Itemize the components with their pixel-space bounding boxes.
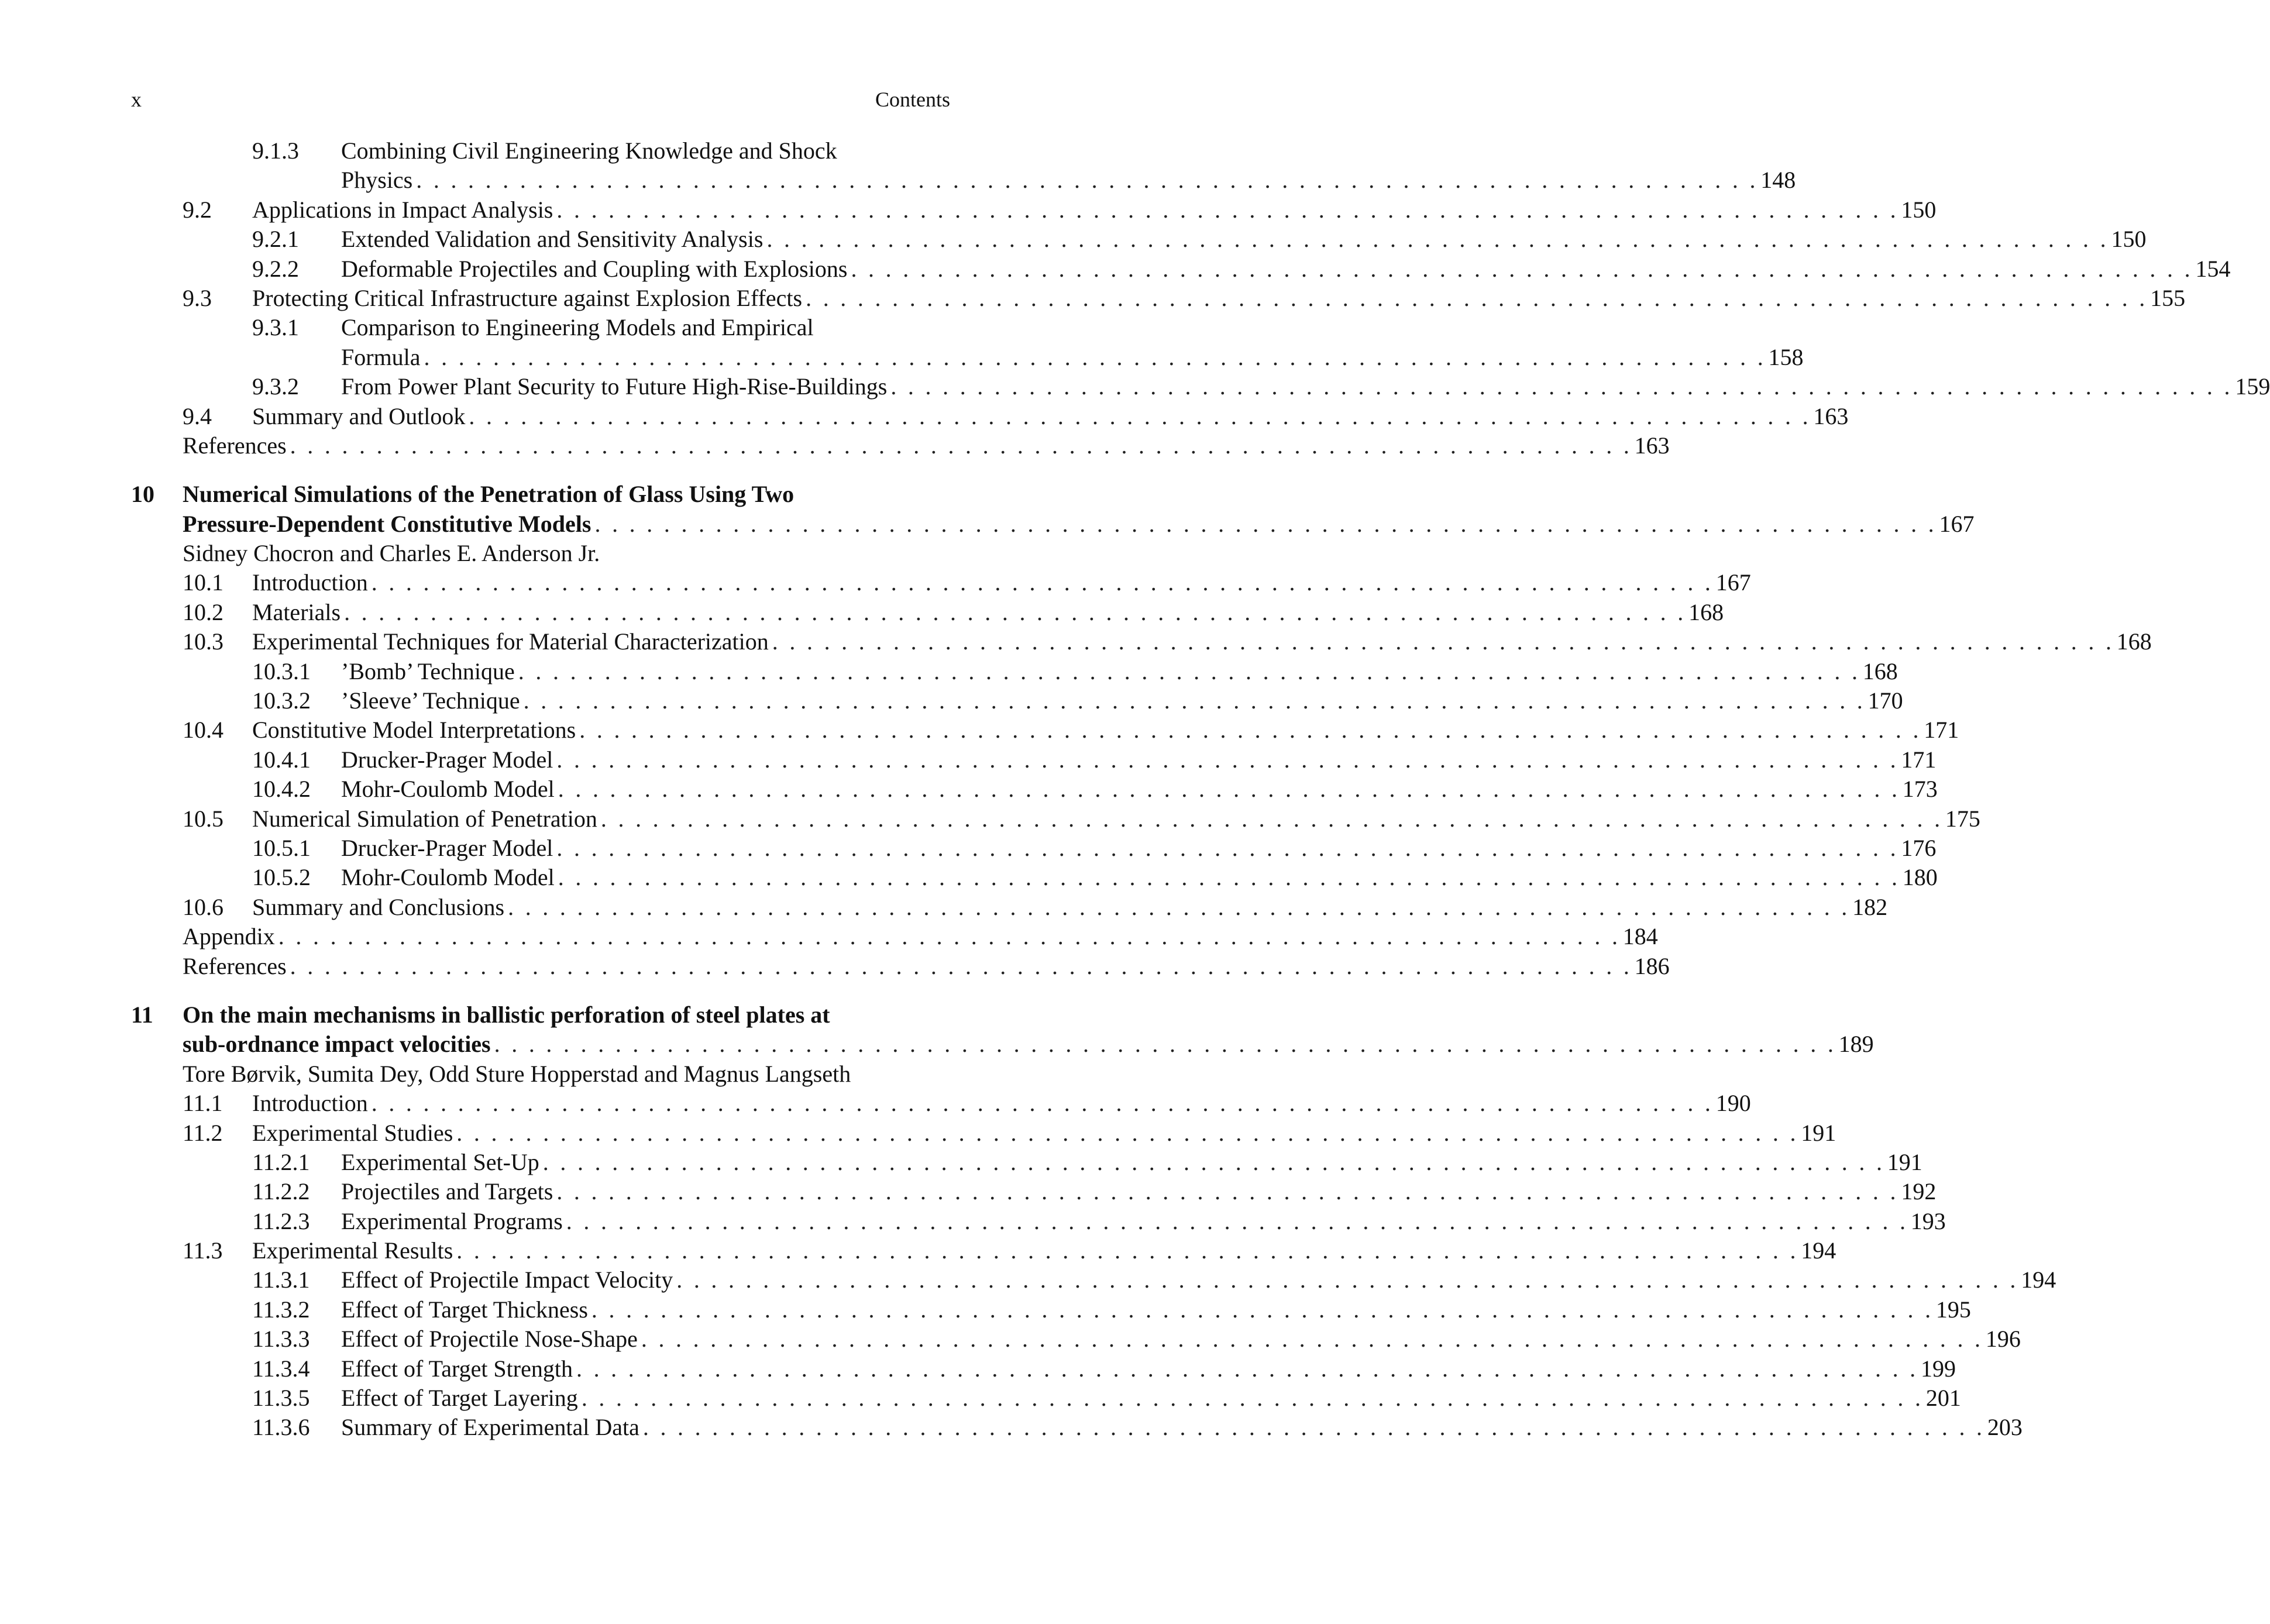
toc-entry-page[interactable]: 189 (1838, 1031, 1874, 1058)
toc-entry-number: 9.2.2 (252, 255, 299, 282)
dot-leader: . . . . . . . . . . . . . . . . . . . . . . . . . . . . . . . . . . . . . . . . . . . . . . . . . . . . . . . . . . . . . . . . . . . . . . . . . . . . . . (581, 1385, 1924, 1412)
dot-leader: . . . . . . . . . . . . . . . . . . . . . . . . . . . . . . . . . . . . . . . . . . . . . . . . . . . . . . . . . . . . . . . . . . . . . . . . . . . . . . (676, 1267, 2019, 1293)
toc-entry-page[interactable]: 184 (1622, 923, 1658, 950)
toc-entry-subcont (131, 343, 1804, 372)
dot-leader: . . . . . . . . . . . . . . . . . . . . . . . . . . . . . . . . . . . . . . . . . . . . . . . . . . . . . . . . . . . . . . . . . . . . . . . . . . . . . . (518, 658, 1860, 684)
toc-entry-page[interactable]: 163 (1634, 432, 1670, 459)
toc-entry-sub (131, 745, 1937, 775)
chapter-authors: Sidney Chocron and Charles E. Anderson Jr. (183, 540, 600, 567)
toc-entry-number: 11.3.4 (252, 1355, 310, 1382)
toc-entry-page[interactable]: 150 (1901, 196, 1937, 223)
toc-entry-page[interactable]: 186 (1634, 952, 1670, 979)
toc-entry-number: 10.4.2 (252, 776, 311, 803)
toc-entry-sec (131, 1119, 1836, 1148)
toc-entry-sub (131, 1295, 1971, 1324)
toc-entry-number: 11.3.3 (252, 1326, 310, 1353)
toc-entry-title[interactable]: Drucker-Prager Model (341, 834, 556, 863)
toc-entry-number: 11.2.3 (252, 1207, 310, 1234)
toc-entry-sub (131, 834, 1937, 863)
toc-entry-title[interactable]: Projectiles and Targets (341, 1177, 556, 1206)
toc-entry-title[interactable]: Comparison to Engineering Models and Empirical (341, 314, 814, 341)
dot-leader: . . . . . . . . . . . . . . . . . . . . . . . . . . . . . . . . . . . . . . . . . . . . . . . . . . . . . . . . . . . . . . . . . . . . . . . . . . . . . . (456, 1237, 1799, 1264)
dot-leader: . . . . . . . . . . . . . . . . . . . . . . . . . . . . . . . . . . . . . . . . . . . . . . . . . . . . . . . . . . . . . . . . . . . . . . . . . . . . . . (508, 893, 1851, 920)
toc-entry-sub (131, 313, 950, 342)
toc-entry-number: 11 (131, 1001, 153, 1028)
toc-entry-sec (131, 804, 1980, 834)
toc-entry-title[interactable]: Deformable Projectiles and Coupling with Explosions (341, 254, 851, 284)
toc-entry-number: 11.2.2 (252, 1178, 310, 1205)
toc-entry-authors (131, 1059, 950, 1089)
toc-entry-title[interactable]: On the main mechanisms in ballistic perforation of steel plates at (183, 1001, 830, 1028)
dot-leader: . . . . . . . . . . . . . . . . . . . . . . . . . . . . . . . . . . . . . . . . . . . . . . . . . . . . . . . . . . . . . . . . . . . . . . . . . . . . . . (766, 226, 2109, 253)
toc-entry-subcont (131, 166, 1796, 195)
toc-entry-title[interactable]: Formula (341, 343, 424, 372)
toc-entry-page[interactable]: 203 (1987, 1414, 2023, 1441)
toc-entry-page[interactable]: 167 (1939, 510, 1975, 537)
toc-entry-number: 10.6 (183, 893, 223, 920)
toc-entry-title[interactable]: Effect of Target Layering (341, 1384, 582, 1413)
toc-entry-number: 10.4 (183, 717, 223, 744)
toc-entry-title[interactable]: sub-ordnance impact velocities (183, 1030, 494, 1059)
toc-entry-title[interactable]: Pressure-Dependent Constitutive Models (183, 510, 594, 539)
toc-entry-title[interactable]: Experimental Results (252, 1236, 456, 1265)
toc-entry-refs (131, 431, 1670, 460)
dot-leader: . . . . . . . . . . . . . . . . . . . . . . . . . . . . . . . . . . . . . . . . . . . . . . . . . . . . . . . . . . . . . . . . . . . . . . . . . . . . . . (523, 687, 1866, 714)
dot-leader: . . . . . . . . . . . . . . . . . . . . . . . . . . . . . . . . . . . . . . . . . . . . . . . . . . . . . . . . . . . . . . . . . . . . . . . . . . . . . . (772, 628, 2114, 655)
toc-entry-page[interactable]: 170 (1867, 687, 1903, 714)
toc-entry-number: 9.3 (183, 284, 212, 311)
dot-leader: . . . . . . . . . . . . . . . . . . . . . . . . . . . . . . . . . . . . . . . . . . . . . . . . . . . . . . . . . . . . . . . . . . . . . . . . . . . . . . (494, 1031, 1836, 1058)
toc-entry-title[interactable]: Summary of Experimental Data (341, 1413, 643, 1442)
toc-entry-sub (131, 136, 950, 166)
toc-entry-number: 10.5.1 (252, 834, 311, 861)
toc-entry-number: 10.4.1 (252, 746, 311, 773)
toc-entry-page[interactable]: 191 (1887, 1148, 1922, 1175)
dot-leader: . . . . . . . . . . . . . . . . . . . . . . . . . . . . . . . . . . . . . . . . . . . . . . . . . . . . . . . . . . . . . . . . . . . . . . . . . . . . . . (806, 284, 2148, 311)
toc-entry-sub (131, 686, 1903, 715)
toc-entry-page[interactable]: 171 (1924, 717, 1959, 744)
toc-entry-title[interactable]: Experimental Programs (341, 1207, 566, 1236)
dot-leader: . . . . . . . . . . . . . . . . . . . . . . . . . . . . . . . . . . . . . . . . . . . . . . . . . . . . . . . . . . . . . . . . . . . . . . . . . . . . . . (558, 864, 1900, 891)
toc-entry-sub (131, 1324, 2021, 1354)
toc-entry-page[interactable]: 173 (1902, 776, 1938, 803)
toc-entry-sub (131, 657, 1898, 686)
toc-entry-title[interactable]: From Power Plant Security to Future High-Rise-Buildings (341, 372, 890, 401)
toc-entry-title[interactable]: References (183, 431, 290, 460)
dot-leader: . . . . . . . . . . . . . . . . . . . . . . . . . . . . . . . . . . . . . . . . . . . . . . . . . . . . . . . . . . . . . . . . . . . . . . . . . . . . . . (890, 373, 2233, 400)
toc-entry-sub (131, 1413, 2023, 1442)
toc-entry-number: 10.2 (183, 598, 223, 625)
toc-entry-sec (131, 1236, 1836, 1265)
toc-entry-number: 11.3.6 (252, 1414, 310, 1441)
toc-entry-chapcont (131, 1030, 1874, 1059)
toc-entry-title[interactable]: Effect of Target Strength (341, 1354, 576, 1384)
toc-entry-title[interactable]: Effect of Target Thickness (341, 1295, 591, 1324)
dot-leader: . . . . . . . . . . . . . . . . . . . . . . . . . . . . . . . . . . . . . . . . . . . . . . . . . . . . . . . . . . . . . . . . . . . . . . . . . . . . . . (469, 402, 1811, 429)
toc-entry-title[interactable]: Effect of Projectile Nose-Shape (341, 1324, 641, 1354)
toc-entry-title[interactable]: Mohr-Coulomb Model (341, 775, 558, 804)
toc-entry-page[interactable]: 167 (1715, 569, 1751, 596)
toc-entry-page[interactable]: 193 (1910, 1207, 1946, 1234)
toc-entry-title[interactable]: Applications in Impact Analysis (252, 195, 556, 225)
toc-entry-page[interactable]: 168 (1862, 658, 1898, 684)
toc-entry-number: 10.3.1 (252, 658, 311, 684)
toc-entry-title[interactable]: Experimental Techniques for Material Characterization (252, 627, 772, 656)
toc-entry-number: 11.3 (183, 1237, 223, 1264)
chapter-authors: Tore Børvik, Sumita Dey, Odd Sture Hopperstad and Magnus Langseth (183, 1060, 851, 1087)
dot-leader: . . . . . . . . . . . . . . . . . . . . . . . . . . . . . . . . . . . . . . . . . . . . . . . . . . . . . . . . . . . . . . . . . . . . . . . . . . . . . . (851, 255, 2193, 282)
toc-entry-page[interactable]: 194 (2021, 1267, 2056, 1293)
toc-entry-title[interactable]: ’Bomb’ Technique (341, 657, 518, 686)
toc-entry-title[interactable]: Constitutive Model Interpretations (252, 715, 579, 745)
toc-entry-page[interactable]: 168 (1688, 598, 1724, 625)
toc-entry-sec (131, 893, 1888, 922)
toc-entry-title[interactable]: Summary and Outlook (252, 402, 469, 431)
toc-entry-number: 11.2.1 (252, 1148, 310, 1175)
toc-entry-title[interactable]: Introduction (252, 568, 372, 597)
dot-leader: . . . . . . . . . . . . . . . . . . . . . . . . . . . . . . . . . . . . . . . . . . . . . . . . . . . . . . . . . . . . . . . . . . . . . . . . . . . . . . (371, 569, 1714, 596)
toc-entry-title[interactable]: Extended Validation and Sensitivity Analysis (341, 225, 766, 254)
toc-entry-sub (131, 372, 2270, 401)
table-of-contents (131, 136, 2270, 1443)
toc-entry-number: 10.3.2 (252, 687, 311, 714)
toc-entry-chap (131, 480, 950, 509)
toc-entry-title[interactable]: Combining Civil Engineering Knowledge and Shock (341, 137, 837, 164)
toc-entry-title[interactable]: Numerical Simulation of Penetration (252, 804, 601, 834)
toc-entry-sub (131, 1265, 2056, 1295)
toc-entry-page[interactable]: 176 (1901, 834, 1937, 861)
toc-entry-number: 11.3.5 (252, 1385, 310, 1412)
toc-entry-number: 9.2 (183, 196, 212, 223)
dot-leader: . . . . . . . . . . . . . . . . . . . . . . . . . . . . . . . . . . . . . . . . . . . . . . . . . . . . . . . . . . . . . . . . . . . . . . . . . . . . . . (556, 1178, 1899, 1205)
toc-entry-number: 10.5.2 (252, 864, 311, 891)
toc-entry-title[interactable]: Drucker-Prager Model (341, 745, 556, 775)
toc-entry-page[interactable]: 190 (1715, 1090, 1751, 1117)
toc-entry-page[interactable]: 171 (1901, 746, 1937, 773)
toc-entry-sub (131, 1354, 1956, 1384)
toc-entry-sub (131, 1177, 1937, 1206)
toc-entry-title[interactable]: ’Sleeve’ Technique (341, 686, 524, 715)
dot-leader: . . . . . . . . . . . . . . . . . . . . . . . . . . . . . . . . . . . . . . . . . . . . . . . . . . . . . . . . . . . . . . . . . . . . . . . . . . . . . . (566, 1207, 1908, 1234)
toc-entry-number: 9.3.2 (252, 373, 299, 400)
toc-entry-page[interactable]: 199 (1920, 1355, 1956, 1382)
toc-entry-page[interactable]: 191 (1801, 1119, 1836, 1146)
dot-leader: . . . . . . . . . . . . . . . . . . . . . . . . . . . . . . . . . . . . . . . . . . . . . . . . . . . . . . . . . . . . . . . . . . . . . . . . . . . . . . (641, 1326, 1983, 1353)
toc-entry-sec (131, 715, 1959, 745)
toc-entry-number: 9.2.1 (252, 226, 299, 253)
toc-entry-number: 9.3.1 (252, 314, 299, 341)
toc-entry-number: 11.3.2 (252, 1296, 310, 1323)
section-gap (131, 981, 950, 1000)
toc-entry-title[interactable]: Numerical Simulations of the Penetration of Glass Using Two (183, 481, 794, 508)
dot-leader: . . . . . . . . . . . . . . . . . . . . . . . . . . . . . . . . . . . . . . . . . . . . . . . . . . . . . . . . . . . . . . . . . . . . . . . . . . . . . . (642, 1414, 1985, 1441)
toc-entry-sec (131, 1089, 1751, 1118)
toc-entry-sub (131, 1148, 1922, 1177)
toc-entry-sec (131, 598, 1724, 627)
toc-entry-page[interactable]: 175 (1945, 805, 1980, 832)
dot-leader: . . . . . . . . . . . . . . . . . . . . . . . . . . . . . . . . . . . . . . . . . . . . . . . . . . . . . . . . . . . . . . . . . . . . . . . . . . . . . . (591, 1296, 1934, 1323)
toc-entry-title[interactable]: Physics (341, 166, 416, 195)
section-gap (131, 460, 950, 480)
dot-leader: . . . . . . . . . . . . . . . . . . . . . . . . . . . . . . . . . . . . . . . . . . . . . . . . . . . . . . . . . . . . . . . . . . . . . . . . . . . . . . (424, 343, 1766, 370)
dot-leader: . . . . . . . . . . . . . . . . . . . . . . . . . . . . . . . . . . . . . . . . . . . . . . . . . . . . . . . . . . . . . . . . . . . . . . . . . . . . . . (556, 746, 1899, 773)
toc-entry-sec (131, 627, 2152, 656)
toc-entry-number: 10.1 (183, 569, 223, 596)
dot-leader: . . . . . . . . . . . . . . . . . . . . . . . . . . . . . . . . . . . . . . . . . . . . . . . . . . . . . . . . . . . . . . . . . . . . . . . . . . . . . . (556, 834, 1899, 861)
dot-leader: . . . . . . . . . . . . . . . . . . . . . . . . . . . . . . . . . . . . . . . . . . . . . . . . . . . . . . . . . . . . . . . . . . . . . . . . . . . . . . (278, 923, 1621, 950)
toc-entry-sub (131, 1207, 1946, 1236)
toc-entry-title[interactable]: Summary and Conclusions (252, 893, 508, 922)
dot-leader: . . . . . . . . . . . . . . . . . . . . . . . . . . . . . . . . . . . . . . . . . . . . . . . . . . . . . . . . . . . . . . . . . . . . . . . . . . . . . . (344, 598, 1687, 625)
toc-entry-sec (131, 195, 1937, 225)
toc-entry-title[interactable]: Introduction (252, 1089, 372, 1118)
toc-entry-number: 10.3 (183, 628, 223, 655)
toc-entry-number: 11.3.1 (252, 1267, 310, 1293)
toc-entry-title[interactable]: Mohr-Coulomb Model (341, 863, 558, 892)
dot-leader: . . . . . . . . . . . . . . . . . . . . . . . . . . . . . . . . . . . . . . . . . . . . . . . . . . . . . . . . . . . . . . . . . . . . . . . . . . . . . . (290, 432, 1632, 459)
toc-entry-page[interactable]: 182 (1852, 893, 1888, 920)
toc-entry-page[interactable]: 158 (1768, 343, 1804, 370)
toc-entry-page[interactable]: 168 (2116, 628, 2152, 655)
toc-entry-title[interactable]: Appendix (183, 922, 278, 951)
toc-entry-sub (131, 863, 1938, 892)
dot-leader: . . . . . . . . . . . . . . . . . . . . . . . . . . . . . . . . . . . . . . . . . . . . . . . . . . . . . . . . . . . . . . . . . . . . . . . . . . . . . . (594, 510, 1937, 537)
toc-entry-number: 9.1.3 (252, 137, 299, 164)
toc-entry-page[interactable]: 154 (2195, 255, 2231, 282)
toc-entry-title[interactable]: Protecting Critical Infrastructure against Explosion Effects (252, 284, 806, 313)
toc-entry-title[interactable]: Materials (252, 598, 344, 627)
toc-entry-authors (131, 539, 950, 568)
toc-entry-page[interactable]: 163 (1813, 402, 1849, 429)
toc-entry-title[interactable]: Experimental Studies (252, 1119, 456, 1148)
dot-leader: . . . . . . . . . . . . . . . . . . . . . . . . . . . . . . . . . . . . . . . . . . . . . . . . . . . . . . . . . . . . . . . . . . . . . . . . . . . . . . (600, 805, 1943, 832)
dot-leader: . . . . . . . . . . . . . . . . . . . . . . . . . . . . . . . . . . . . . . . . . . . . . . . . . . . . . . . . . . . . . . . . . . . . . . . . . . . . . . (556, 196, 1899, 223)
page-number: x (131, 88, 142, 111)
running-title: Contents (875, 88, 950, 111)
toc-entry-sub (131, 1384, 1961, 1413)
dot-leader: . . . . . . . . . . . . . . . . . . . . . . . . . . . . . . . . . . . . . . . . . . . . . . . . . . . . . . . . . . . . . . . . . . . . . . . . . . . . . . (579, 717, 1922, 744)
toc-entry-page[interactable]: 159 (2235, 373, 2270, 400)
toc-entry-sec (131, 568, 1751, 597)
toc-entry-page[interactable]: 192 (1901, 1178, 1937, 1205)
toc-entry-title[interactable]: Effect of Projectile Impact Velocity (341, 1265, 676, 1295)
dot-leader: . . . . . . . . . . . . . . . . . . . . . . . . . . . . . . . . . . . . . . . . . . . . . . . . . . . . . . . . . . . . . . . . . . . . . . . . . . . . . . (290, 952, 1632, 979)
dot-leader: . . . . . . . . . . . . . . . . . . . . . . . . . . . . . . . . . . . . . . . . . . . . . . . . . . . . . . . . . . . . . . . . . . . . . . . . . . . . . . (416, 167, 1759, 194)
dot-leader: . . . . . . . . . . . . . . . . . . . . . . . . . . . . . . . . . . . . . . . . . . . . . . . . . . . . . . . . . . . . . . . . . . . . . . . . . . . . . . (542, 1148, 1885, 1175)
toc-entry-page[interactable]: 150 (2111, 226, 2147, 253)
toc-entry-number: 10.5 (183, 805, 223, 832)
toc-entry-sec (131, 284, 2186, 313)
toc-entry-number: 11.2 (183, 1119, 223, 1146)
toc-entry-sub (131, 225, 2147, 254)
toc-entry-number: 9.4 (183, 402, 212, 429)
toc-entry-title[interactable]: References (183, 952, 290, 981)
toc-entry-page[interactable]: 148 (1760, 167, 1796, 194)
toc-entry-refs (131, 952, 1670, 981)
dot-leader: . . . . . . . . . . . . . . . . . . . . . . . . . . . . . . . . . . . . . . . . . . . . . . . . . . . . . . . . . . . . . . . . . . . . . . . . . . . . . . (371, 1090, 1714, 1117)
toc-entry-page[interactable]: 195 (1935, 1296, 1971, 1323)
toc-entry-sec (131, 402, 1849, 431)
toc-entry-sub (131, 775, 1938, 804)
toc-entry-page[interactable]: 194 (1801, 1237, 1836, 1264)
dot-leader: . . . . . . . . . . . . . . . . . . . . . . . . . . . . . . . . . . . . . . . . . . . . . . . . . . . . . . . . . . . . . . . . . . . . . . . . . . . . . . (576, 1355, 1918, 1382)
toc-entry-chap (131, 1000, 950, 1030)
toc-entry-refs (131, 922, 1658, 951)
toc-entry-sub (131, 254, 2231, 284)
dot-leader: . . . . . . . . . . . . . . . . . . . . . . . . . . . . . . . . . . . . . . . . . . . . . . . . . . . . . . . . . . . . . . . . . . . . . . . . . . . . . . (558, 776, 1900, 803)
toc-entry-page[interactable]: 196 (1985, 1326, 2021, 1353)
toc-entry-chapcont (131, 510, 1975, 539)
toc-entry-number: 11.1 (183, 1090, 223, 1117)
toc-entry-title[interactable]: Experimental Set-Up (341, 1148, 543, 1177)
page-header (131, 85, 950, 114)
dot-leader: . . . . . . . . . . . . . . . . . . . . . . . . . . . . . . . . . . . . . . . . . . . . . . . . . . . . . . . . . . . . . . . . . . . . . . . . . . . . . . (456, 1119, 1799, 1146)
toc-entry-number: 10 (131, 481, 154, 508)
toc-entry-page[interactable]: 155 (2150, 284, 2186, 311)
toc-entry-page[interactable]: 201 (1925, 1385, 1961, 1412)
toc-entry-page[interactable]: 180 (1902, 864, 1938, 891)
